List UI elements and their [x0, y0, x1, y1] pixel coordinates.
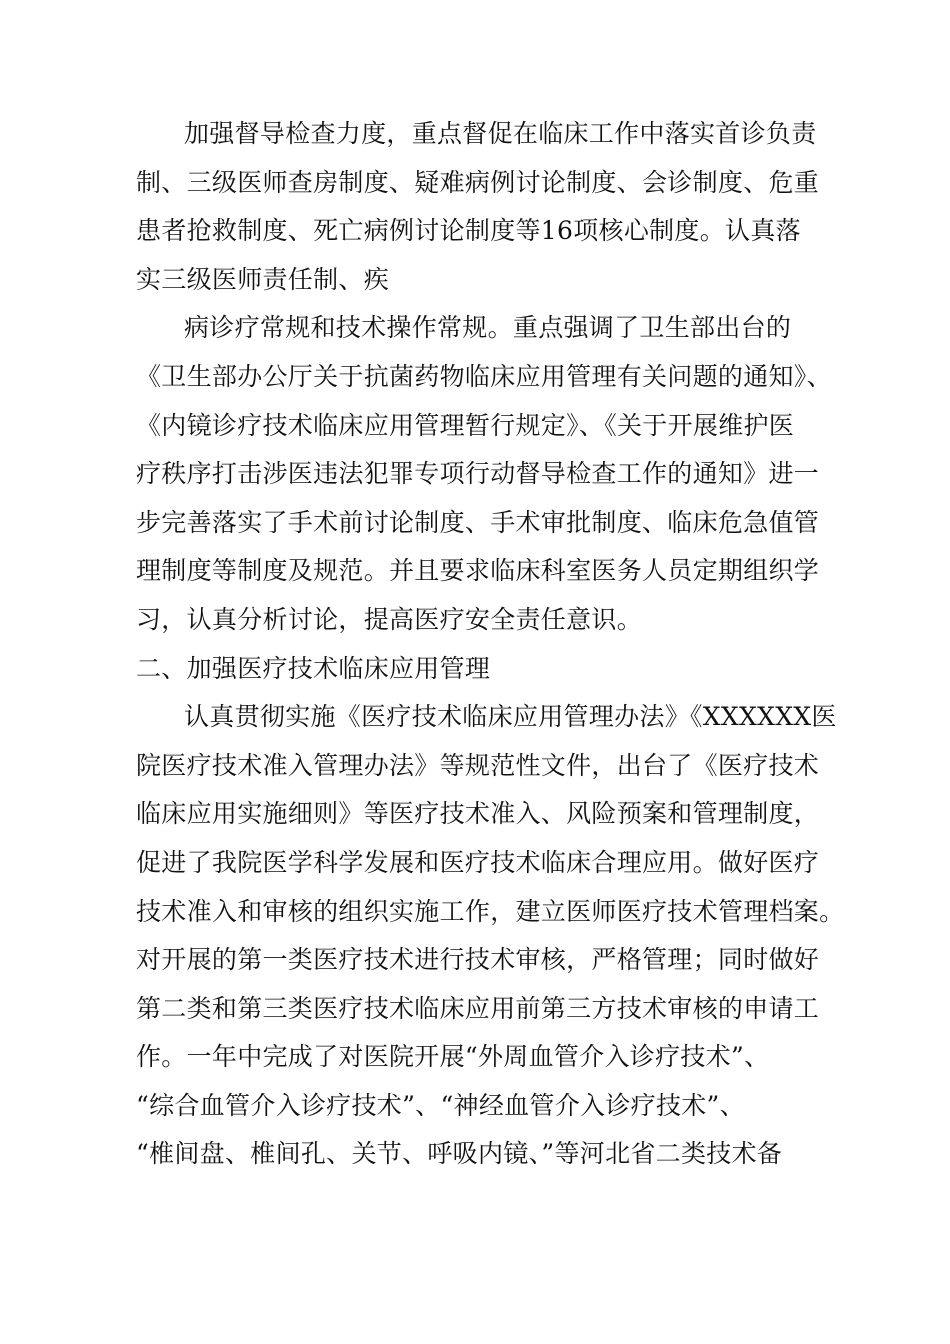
- paragraph-line: 患者抢救制度、死亡病例讨论制度等16项核心制度。认真落: [136, 216, 801, 246]
- paragraph-line: 临床应用实施细则》等医疗技术准入、风险预案和管理制度，: [136, 799, 820, 829]
- paragraph-line: “综合血管介入诊疗技术”、“神经血管介入诊疗技术”、: [136, 1090, 745, 1120]
- paragraph-line: 理制度等制度及规范。并且要求临床科室医务人员定期组织学: [136, 556, 820, 586]
- paragraph-line: 制、三级医师查房制度、疑难病例讨论制度、会诊制度、危重: [136, 167, 820, 197]
- paragraph-line: 技术准入和审核的组织实施工作，建立医师医疗技术管理档案。: [136, 896, 845, 926]
- paragraph-line: 实三级医师责任制、疾: [136, 264, 390, 294]
- paragraph-line: 认真贯彻实施《医疗技术临床应用管理办法》《XXXXXX医: [184, 702, 837, 732]
- paragraph-line: 习，认真分析讨论，提高医疗安全责任意识。: [136, 604, 643, 634]
- paragraph-line: 第二类和第三类医疗技术临床应用前第三方技术审核的申请工: [136, 993, 820, 1023]
- paragraph-line: 促进了我院医学科学发展和医疗技术临床合理应用。做好医疗: [136, 847, 820, 877]
- section-heading: 二、加强医疗技术临床应用管理: [136, 653, 491, 683]
- paragraph-line: 加强督导检查力度，重点督促在临床工作中落实首诊负责: [184, 119, 817, 148]
- document-body: [136, 110, 845, 1179]
- paragraph-line: 疗秩序打击涉医违法犯罪专项行动督导检查工作的通知》进一: [136, 459, 820, 489]
- paragraph-line: 作。一年中完成了对医院开展“外周血管介入诊疗技术”、: [136, 1042, 770, 1072]
- paragraph-line: 院医疗技术准入管理办法》等规范性文件，出台了《医疗技术: [136, 750, 820, 780]
- paragraph-line: 病诊疗常规和技术操作常规。重点强调了卫生部出台的: [184, 313, 792, 343]
- paragraph-line: 步完善落实了手术前讨论制度、手术审批制度、临床危急值管: [136, 507, 820, 537]
- paragraph-line: 《卫生部办公厅关于抗菌药物临床应用管理有关问题的通知》、: [136, 361, 832, 391]
- paragraph-line: 对开展的第一类医疗技术进行技术审核，严格管理；同时做好: [136, 945, 820, 975]
- paragraph-line: 《内镜诊疗技术临床应用管理暂行规定》、《关于开展维护医: [136, 410, 795, 440]
- paragraph-line: “椎间盘、椎间孔、关节、呼吸内镜、”等河北省二类技术备: [136, 1139, 783, 1169]
